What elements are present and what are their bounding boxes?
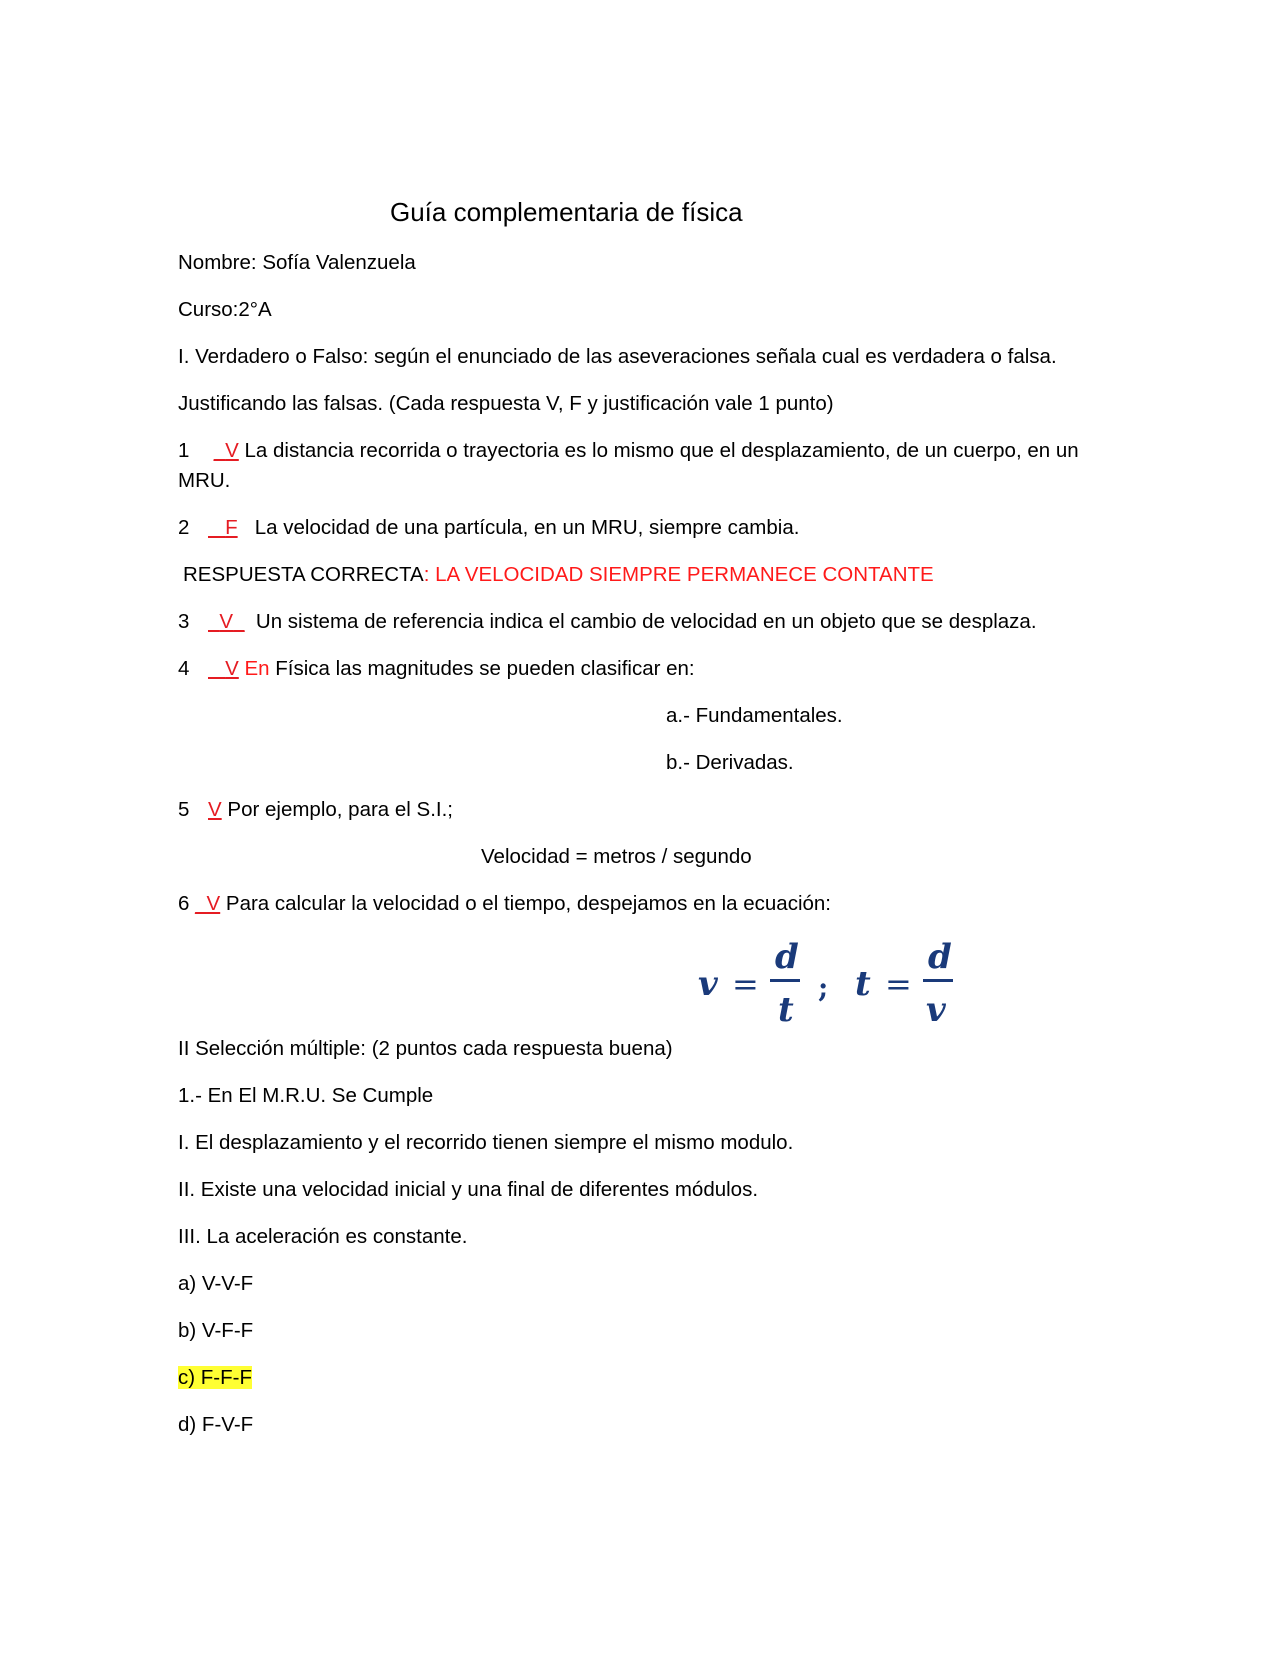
tf-item-mark: V (208, 798, 222, 821)
section1-instruction: Justificando las falsas. (Cada respuesta V, F y justificación vale 1 punto) (178, 392, 834, 415)
tf-item (178, 889, 831, 919)
magnitude-type-b: b.- Derivadas. (666, 751, 794, 774)
fraction-bar (923, 979, 953, 982)
correct-answer-colon: : (423, 563, 430, 586)
equation-equals2: = (885, 965, 912, 1003)
tf-item-mark: _V (208, 657, 239, 680)
tf-item-text: Por ejemplo, para el S.I.; (227, 798, 454, 821)
tf-item (178, 436, 1098, 496)
tf-item (178, 654, 695, 684)
page-title: Guía complementaria de física (390, 197, 743, 227)
student-name-line (178, 248, 416, 278)
velocity-units: Velocidad = metros / segundo (481, 845, 752, 868)
mc-question: 1.- En El M.R.U. Se Cumple (178, 1084, 434, 1107)
course-line (178, 295, 272, 325)
selected-answer-highlight: c) F-F-F (178, 1366, 252, 1389)
fraction-bar (770, 979, 800, 982)
mc-statement: II. Existe una velocidad inicial y una final de diferentes módulos. (178, 1178, 759, 1201)
tf-item-text: La velocidad de una partícula, en un MRU, siempre cambia. (254, 516, 800, 539)
equation-t: t (778, 990, 794, 1030)
tf-item-number: 4 (178, 657, 190, 680)
tf-item (178, 607, 1037, 637)
mc-option-b: b) V-F-F (178, 1319, 254, 1342)
mc-statement: III. La aceleración es constante. (178, 1225, 468, 1248)
tf-item (178, 795, 453, 825)
student-name-label: Nombre: (178, 251, 257, 274)
course-label: Curso: (178, 298, 239, 321)
correct-answer-line (183, 560, 934, 590)
equation-v2: v (926, 990, 946, 1030)
equation-t2: t (855, 964, 871, 1004)
tf-item-number: 2 (178, 516, 190, 539)
tf-item-number: 6 (178, 892, 190, 915)
tf-item-number: 5 (178, 798, 190, 821)
tf-item-text: Física las magnitudes se pueden clasificar en: (275, 657, 695, 680)
tf-item-red-word: En (244, 657, 270, 680)
mc-option-d: d) F-V-F (178, 1413, 254, 1436)
tf-item-mark: V_ (219, 610, 245, 633)
tf-item-mark: _V (195, 892, 221, 915)
student-name: Sofía Valenzuela (262, 251, 416, 274)
magnitude-type-a: a.- Fundamentales. (666, 704, 843, 727)
equation-equals: = (732, 965, 759, 1003)
equation-separator: ; (818, 971, 829, 1004)
mc-option-a: a) V-V-F (178, 1272, 254, 1295)
tf-item-text: Para calcular la velocidad o el tiempo, despejamos en la ecuación: (225, 892, 832, 915)
equation-v: v (698, 964, 718, 1004)
mc-statement: I. El desplazamiento y el recorrido tienen siempre el mismo modulo. (178, 1131, 794, 1154)
equation-d2: d (928, 937, 952, 977)
equation-d: d (775, 937, 799, 977)
tf-item-number: 3 (178, 610, 190, 633)
correct-answer-text: LA VELOCIDAD SIEMPRE PERMANECE CONTANTE (435, 563, 934, 586)
tf-item-mark: _V (213, 439, 239, 462)
tf-item-number: 1 (178, 439, 190, 462)
tf-item (178, 513, 799, 543)
tf-item-text: Un sistema de referencia indica el cambio de velocidad en un objeto que se desplaza. (255, 610, 1037, 633)
section2-heading: II Selección múltiple: (2 puntos cada respuesta buena) (178, 1037, 673, 1060)
correct-answer-label: RESPUESTA CORRECTA (183, 563, 424, 586)
course-value: 2°A (238, 298, 272, 321)
section1-heading: I. Verdadero o Falso: según el enunciado de las aseveraciones señala cual es verdadera o falsa. (178, 345, 1057, 368)
mc-option-c-selected (178, 1363, 252, 1393)
tf-item-mark: _F (208, 516, 238, 539)
tf-item-text: La distancia recorrida o trayectoria es lo mismo que el desplazamiento, de un cuerpo, en un MRU. (178, 439, 1079, 492)
velocity-equation (690, 935, 970, 1035)
